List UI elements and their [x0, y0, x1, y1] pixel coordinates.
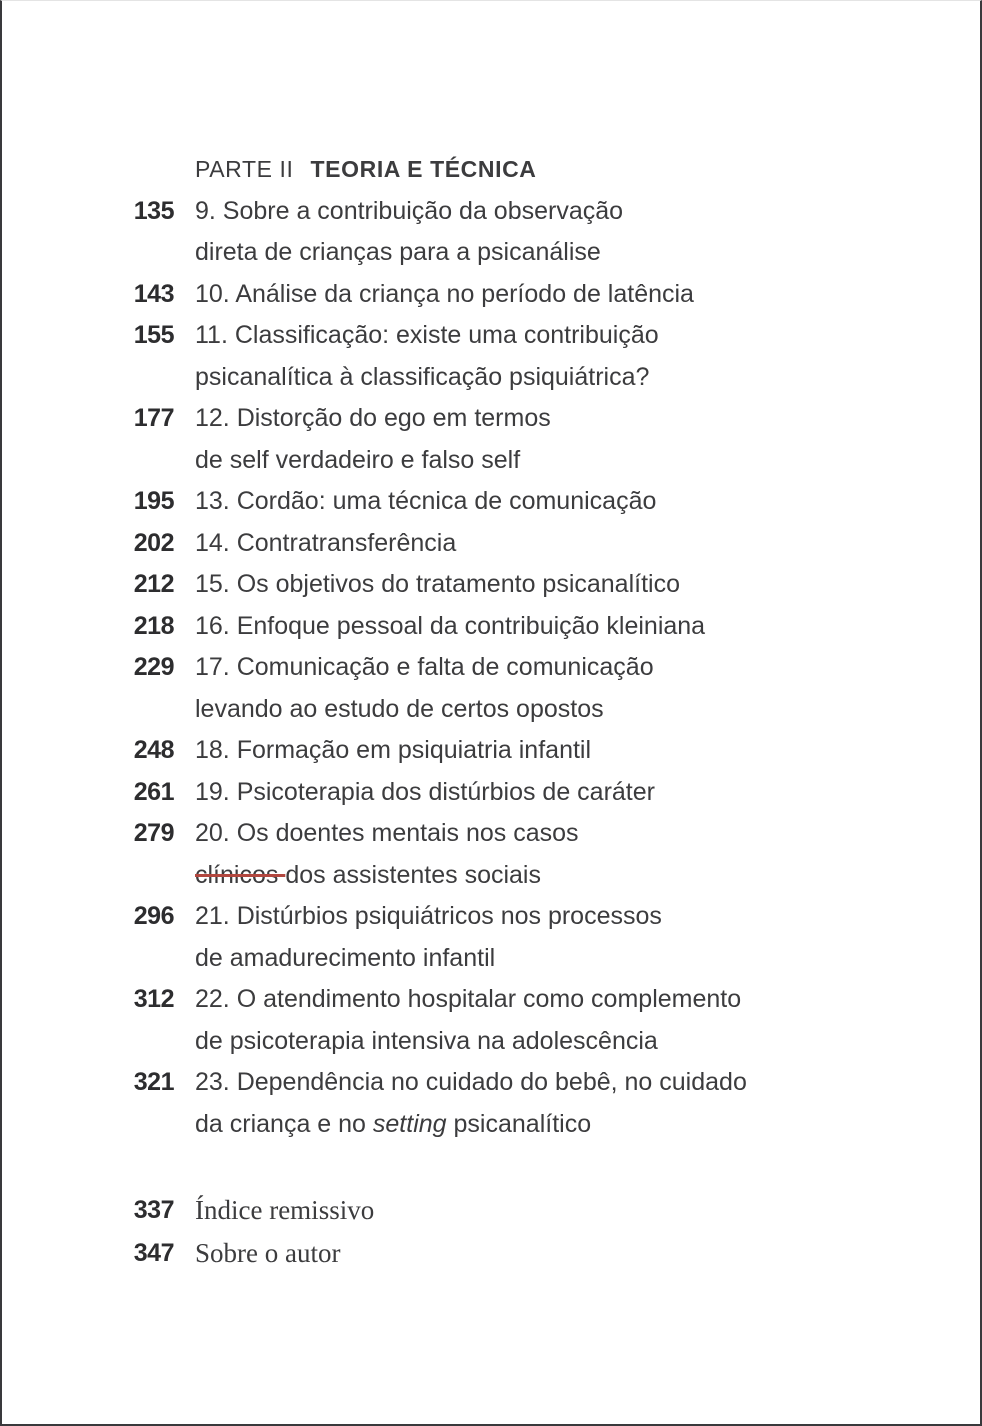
- part-header: [195, 149, 940, 191]
- part-label: PARTE II: [195, 156, 294, 182]
- page-number: 212: [133, 570, 174, 598]
- title-text: 14. Contratransferência: [195, 528, 457, 557]
- toc-entry: [104, 647, 940, 730]
- page-number: 261: [133, 777, 174, 806]
- toc-entry: [104, 772, 940, 814]
- entry-title: [195, 813, 579, 896]
- entry-title: [195, 1232, 340, 1275]
- title-text: 20. Os doentes mentais nos casos: [195, 819, 579, 847]
- title-text: de psicoterapia intensiva na adolescência: [195, 1026, 658, 1055]
- entry-title: [195, 274, 694, 316]
- page-number: 296: [133, 902, 174, 930]
- entry-title-line: [195, 855, 579, 897]
- entry-title: [195, 315, 659, 398]
- title-text: 9. Sobre a contribuição da observação: [195, 196, 624, 225]
- title-text: 15. Os objetivos do tratamento psicanalítico: [195, 570, 680, 598]
- page-number: 312: [133, 985, 174, 1013]
- page-number: 279: [133, 819, 174, 847]
- page-number: 195: [133, 487, 174, 515]
- entry-title-line: [195, 730, 591, 772]
- entry-title-line: [195, 1021, 741, 1063]
- entry-title-line: [195, 772, 655, 814]
- entry-title: [195, 564, 680, 606]
- title-text: psicanalítico: [446, 1109, 592, 1138]
- title-text: 19. Psicoterapia dos distúrbios de caráter: [195, 777, 655, 806]
- entry-title-line: [195, 481, 656, 523]
- struck-word: clínicos: [195, 860, 286, 889]
- toc-entry: [104, 813, 940, 896]
- entry-title: [195, 191, 623, 274]
- entry-title: [195, 606, 705, 648]
- back-matter-list: [104, 1189, 940, 1275]
- entry-title-line: [195, 606, 705, 648]
- toc-entry: [104, 1189, 940, 1232]
- title-text: 16. Enfoque pessoal da contribuição kleiniana: [195, 611, 706, 640]
- page-number: 218: [133, 611, 174, 640]
- entry-title-line: [195, 689, 654, 731]
- entry-title-line: [195, 315, 659, 357]
- entry-title-line: [195, 647, 654, 689]
- toc-entry: [104, 274, 940, 316]
- entry-title: [195, 1062, 747, 1145]
- entry-title-line: [195, 896, 662, 938]
- title-text: psicanalítica à classificação psiquiátrica?: [195, 362, 650, 391]
- toc-entry: [104, 315, 940, 398]
- entry-title-line: [195, 232, 623, 274]
- entry-title: [195, 647, 654, 730]
- toc-entry: [104, 1062, 940, 1145]
- title-text: 23. Dependência no cuidado do bebê, no cuidado: [195, 1068, 747, 1096]
- entry-title-line: [195, 979, 741, 1021]
- title-text: 17. Comunicação e falta de comunicação: [195, 653, 654, 681]
- page-number: 177: [133, 404, 174, 432]
- entry-title: [195, 896, 662, 979]
- entry-title-line: [195, 938, 662, 980]
- entry-title-line: [195, 1232, 340, 1275]
- page-number: 347: [133, 1239, 174, 1267]
- toc-entry: [104, 398, 940, 481]
- title-text: direta de crianças para a psicanálise: [195, 238, 601, 266]
- title-text: 10. Análise da criança no período de latência: [195, 279, 694, 308]
- toc-entry: [104, 1232, 940, 1275]
- title-text: 18. Formação em psiquiatria infantil: [195, 736, 592, 764]
- page-number: 155: [133, 321, 174, 349]
- title-text: dos assistentes sociais: [285, 860, 541, 889]
- title-text: 11. Classificação: existe uma contribuição: [195, 321, 659, 349]
- title-text: da criança e no: [195, 1109, 373, 1138]
- entry-title: [195, 730, 591, 772]
- entry-title: [195, 772, 655, 814]
- entry-title: [195, 523, 456, 565]
- title-text: de amadurecimento infantil: [195, 943, 496, 972]
- italic-word: setting: [372, 1109, 447, 1138]
- entry-title-line: [195, 1189, 374, 1232]
- toc-entry: [104, 896, 940, 979]
- toc-entry: [104, 481, 940, 523]
- page-number: 337: [133, 1196, 174, 1224]
- entry-title-line: [195, 523, 456, 565]
- toc-entry: [104, 564, 940, 606]
- title-text: 13. Cordão: uma técnica de comunicação: [195, 487, 657, 515]
- title-text: Índice remissivo: [195, 1195, 375, 1225]
- entry-title-line: [195, 398, 551, 440]
- toc-entry: [104, 606, 940, 648]
- entry-title: [195, 481, 656, 523]
- toc-content: [2, 1, 980, 1275]
- page-number: 202: [133, 528, 174, 557]
- entry-title: [195, 979, 741, 1062]
- toc-list: [104, 191, 940, 1146]
- entry-title-line: [195, 274, 694, 316]
- entry-title: [195, 398, 551, 481]
- title-text: de self verdadeiro e falso self: [195, 445, 521, 474]
- entry-title-line: [195, 1062, 747, 1104]
- page-number: 229: [133, 653, 174, 681]
- entry-title: [195, 1189, 374, 1232]
- title-text: levando ao estudo de certos opostos: [195, 694, 604, 723]
- page-number: 135: [133, 196, 174, 225]
- part-title: TEORIA E TÉCNICA: [310, 156, 537, 182]
- entry-title-line: [195, 357, 659, 399]
- page-number: 143: [133, 279, 174, 308]
- title-text: 22. O atendimento hospitalar como complemento: [195, 985, 742, 1013]
- entry-title-line: [195, 440, 551, 482]
- toc-entry: [104, 523, 940, 565]
- toc-entry: [104, 730, 940, 772]
- title-text: 21. Distúrbios psiquiátricos nos processos: [195, 902, 662, 930]
- toc-entry: [104, 979, 940, 1062]
- title-text: Sobre o autor: [195, 1238, 341, 1268]
- page-number: 248: [133, 736, 174, 764]
- entry-title-line: [195, 191, 623, 233]
- title-text: 12. Distorção do ego em termos: [195, 404, 551, 432]
- entry-title-line: [195, 1104, 747, 1146]
- page-number: 321: [133, 1068, 174, 1096]
- entry-title-line: [195, 564, 680, 606]
- entry-title-line: [195, 813, 579, 855]
- toc-entry: [104, 191, 940, 274]
